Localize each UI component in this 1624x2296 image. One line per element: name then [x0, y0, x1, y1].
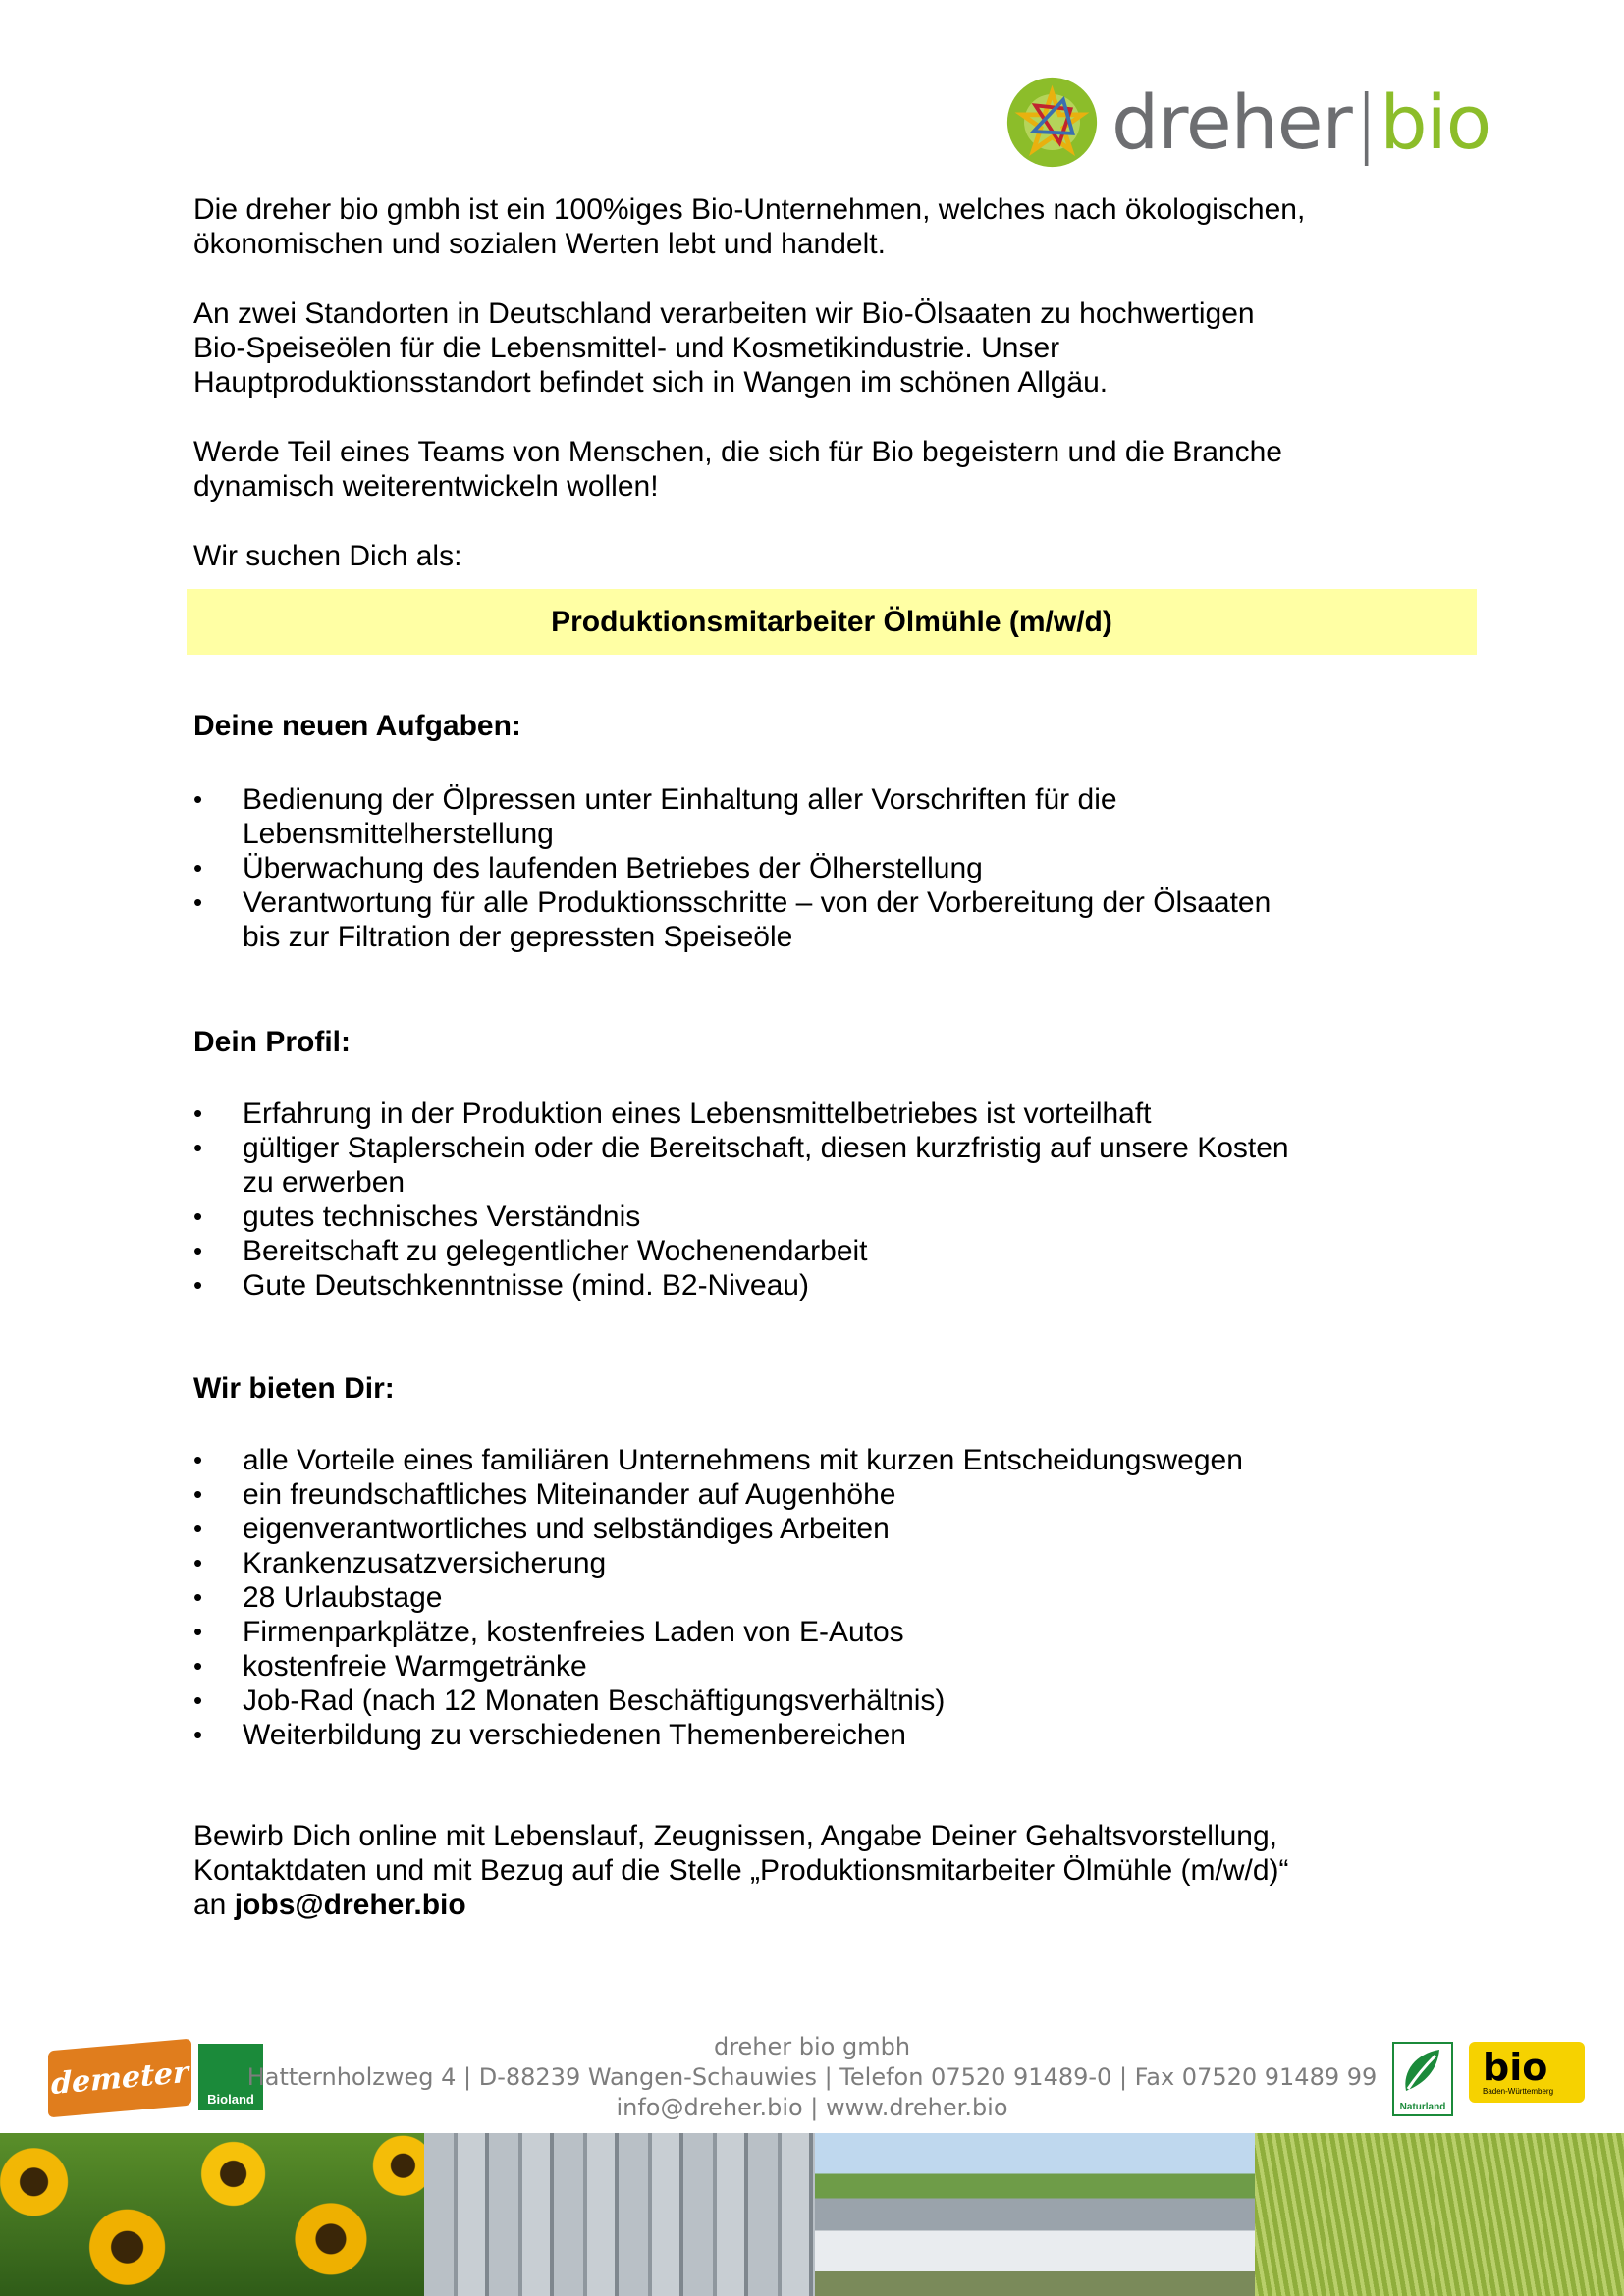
sunflower-photo: [0, 2133, 424, 2296]
bioland-logo: Bioland: [198, 2044, 263, 2110]
logo-word-dreher: dreher: [1111, 79, 1352, 166]
dreher-bio-logo-icon: [1005, 76, 1099, 169]
list-item: • gutes technisches Verständnis: [193, 1200, 1470, 1234]
list-item: • gültiger Staplerschein oder die Bereitschaft, diesen kurzfristig auf unsere Kosten zu erwerben: [193, 1131, 1470, 1200]
offer-list: [193, 1443, 1470, 1752]
apply-email-link[interactable]: jobs@dreher.bio: [234, 1889, 466, 1921]
list-item: • eigenverantwortliches und selbständiges Arbeiten: [193, 1512, 1470, 1546]
silos-photo: [424, 2133, 815, 2296]
footer-company: dreher bio gmbh: [713, 2033, 911, 2060]
leaf-icon: [1394, 2044, 1451, 2099]
logo-separator: |: [1353, 79, 1379, 166]
list-item: • Gute Deutschkenntnisse (mind. B2-Niveau): [193, 1268, 1470, 1303]
list-item: • alle Vorteile eines familiären Unternehmens mit kurzen Entscheidungswegen: [193, 1443, 1470, 1477]
logo-word-bio: bio: [1380, 79, 1491, 166]
company-logo: [1005, 76, 1551, 170]
list-item: • Firmenparkplätze, kostenfreies Laden von E-Autos: [193, 1615, 1470, 1649]
intro-paragraph-4: Wir suchen Dich als:: [193, 540, 462, 572]
intro-paragraph-2: An zwei Standorten in Deutschland verarbeiten wir Bio-Ölsaaten zu hochwertigen Bio-Speiseölen für die Lebensmittel- und Kosmetikindustrie. Unser Hauptproduktionsstandort befindet sich in Wangen im schönen Allgäu.: [193, 297, 1255, 399]
list-item: • Erfahrung in der Produktion eines Lebensmittelbetriebes ist vorteilhaft: [193, 1096, 1470, 1131]
list-item: • Job-Rad (nach 12 Monaten Beschäftigungsverhältnis): [193, 1683, 1470, 1718]
intro-section: [193, 192, 1470, 573]
photo-strip: [0, 2133, 1624, 2296]
job-title: Produktionsmitarbeiter Ölmühle (m/w/d): [551, 605, 1112, 638]
bio-baden-wuerttemberg-logo: bio Baden-Württemberg: [1469, 2042, 1585, 2103]
list-item: • Krankenzusatzversicherung: [193, 1546, 1470, 1580]
list-item: • 28 Urlaubstage: [193, 1580, 1470, 1615]
job-title-banner: [187, 589, 1477, 655]
profile-list: [193, 1096, 1470, 1303]
footer-address: Hatternholzweg 4 | D-88239 Wangen-Schauwies | Telefon 07520 91489-0 | Fax 07520 91489 99: [246, 2063, 1378, 2091]
apply-section: [193, 1819, 1470, 1922]
list-item: • Bereitschaft zu gelegentlicher Wochenendarbeit: [193, 1234, 1470, 1268]
list-item: • Bedienung der Ölpressen unter Einhaltung aller Vorschriften für die Lebensmittelherstellung: [193, 782, 1470, 851]
apply-line-1: Bewirb Dich online mit Lebenslauf, Zeugnissen, Angabe Deiner Gehaltsvorstellung,: [193, 1820, 1277, 1852]
list-item: • kostenfreie Warmgetränke: [193, 1649, 1470, 1683]
grain-field-photo: [1255, 2133, 1624, 2296]
list-item: • Überwachung des laufenden Betriebes der Ölherstellung: [193, 851, 1470, 885]
profile-heading: Dein Profil:: [193, 1026, 352, 1058]
intro-paragraph-1: Die dreher bio gmbh ist ein 100%iges Bio-Unternehmen, welches nach ökologischen, ökonomischen und sozialen Werten lebt und handelt.: [193, 193, 1306, 260]
list-item: • ein freundschaftliches Miteinander auf Augenhöhe: [193, 1477, 1470, 1512]
intro-paragraph-3: Werde Teil eines Teams von Menschen, die sich für Bio begeistern und die Branche dynamisch weiterentwickeln wollen!: [193, 436, 1282, 503]
apply-line-3: [193, 1888, 1470, 1922]
factory-photo: [815, 2133, 1255, 2296]
footer-web[interactable]: info@dreher.bio | www.dreher.bio: [616, 2094, 1008, 2121]
tasks-list: [193, 782, 1470, 954]
list-item: • Verantwortung für alle Produktionsschritte – von der Vorbereitung der Ölsaaten bis zur Filtration der gepressten Speiseöle: [193, 885, 1470, 954]
offer-heading: Wir bieten Dir:: [193, 1372, 395, 1405]
demeter-logo: demeter: [48, 2039, 191, 2118]
footer-contact: [0, 2032, 1624, 2123]
apply-prefix: an: [193, 1889, 235, 1921]
tasks-heading: Deine neuen Aufgaben:: [193, 710, 521, 742]
naturland-logo: Naturland: [1392, 2042, 1453, 2116]
list-item: • Weiterbildung zu verschiedenen Themenbereichen: [193, 1718, 1470, 1752]
logo-wordmark: [1111, 81, 1490, 164]
apply-line-2: Kontaktdaten und mit Bezug auf die Stelle „Produktionsmitarbeiter Ölmühle (m/w/d)“: [193, 1854, 1289, 1887]
